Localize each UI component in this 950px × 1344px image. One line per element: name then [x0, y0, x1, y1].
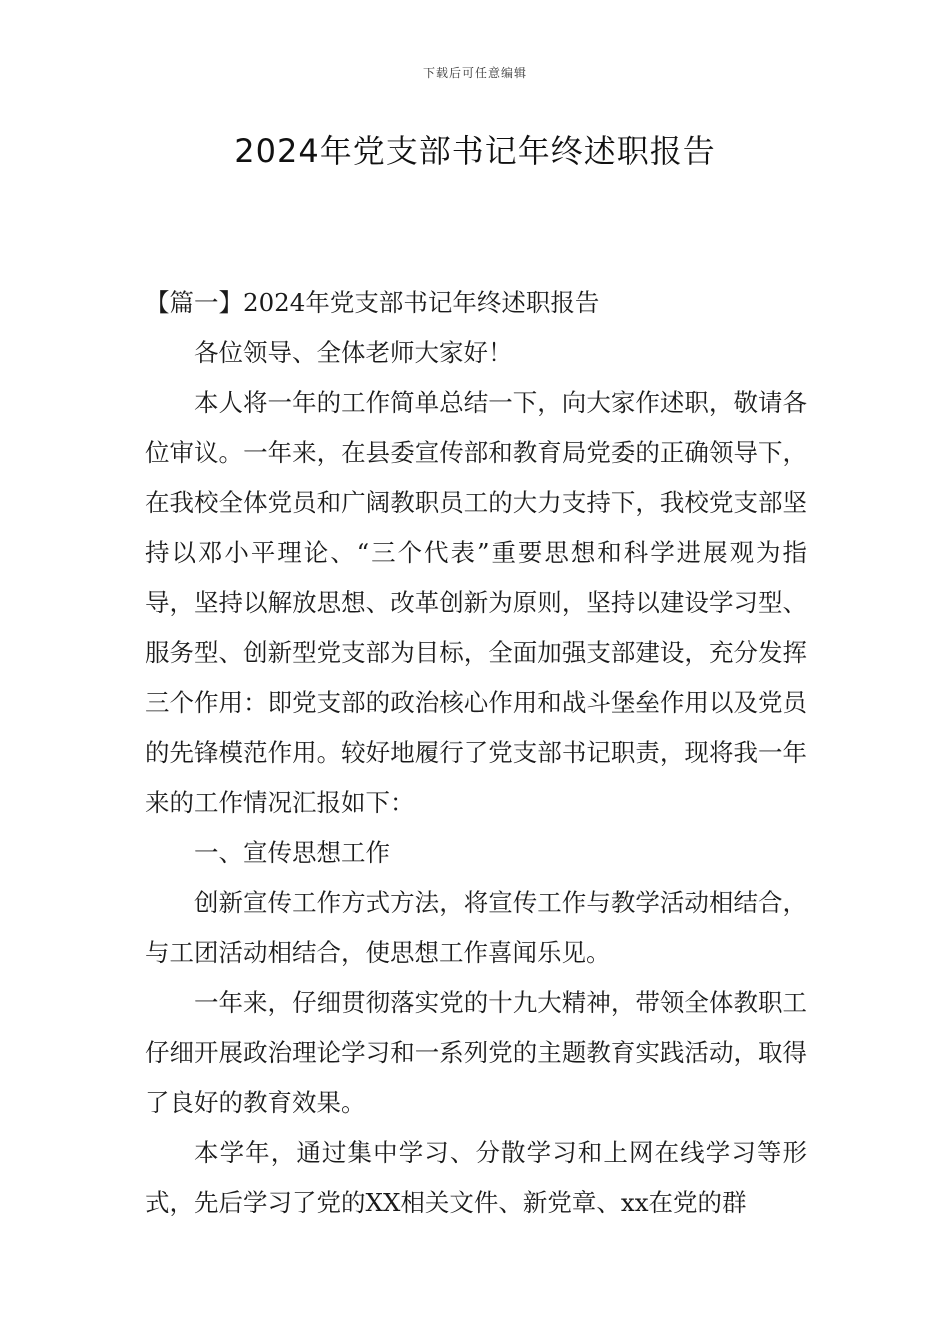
- document-title: 2024年党支部书记年终述职报告: [234, 132, 716, 170]
- document-body: [145, 278, 807, 1228]
- header-note: 下载后可任意编辑: [422, 66, 527, 80]
- body-paragraph: 创新宣传工作方式方法，将宣传工作与教学活动相结合，与工团活动相结合，使思想工作喜闻乐见。: [145, 888, 807, 967]
- body-paragraph: 本学年，通过集中学习、分散学习和上网在线学习等形式，先后学习了党的XX相关文件、新党章、xx在党的群: [145, 1138, 807, 1217]
- subheading-propaganda: 一、宣传思想工作: [194, 838, 390, 867]
- section-heading: 【篇一】2024年党支部书记年终述职报告: [145, 288, 600, 317]
- body-paragraph: 一年来，仔细贯彻落实党的十九大精神，带领全体教职工仔细开展政治理论学习和一系列党的主题教育实践活动，取得了良好的教育效果。: [145, 988, 807, 1117]
- intro-paragraph: 本人将一年的工作简单总结一下，向大家作述职，敬请各位审议。一年来，在县委宣传部和教育局党委的正确领导下，在我校全体党员和广阔教职员工的大力支持下，我校党支部坚持以邓小平理论、“三个代表”重要思想和科学进展观为指导，坚持以解放思想、改革创新为原则，坚持以建设学习型、服务型、创新型党支部为目标，全面加强支部建设，充分发挥三个作用：即党支部的政治核心作用和战斗堡垒作用以及党员的先锋模范作用。较好地履行了党支部书记职责，现将我一年来的工作情况汇报如下：: [145, 388, 807, 817]
- greeting-paragraph: 各位领导、全体老师大家好！: [194, 338, 513, 367]
